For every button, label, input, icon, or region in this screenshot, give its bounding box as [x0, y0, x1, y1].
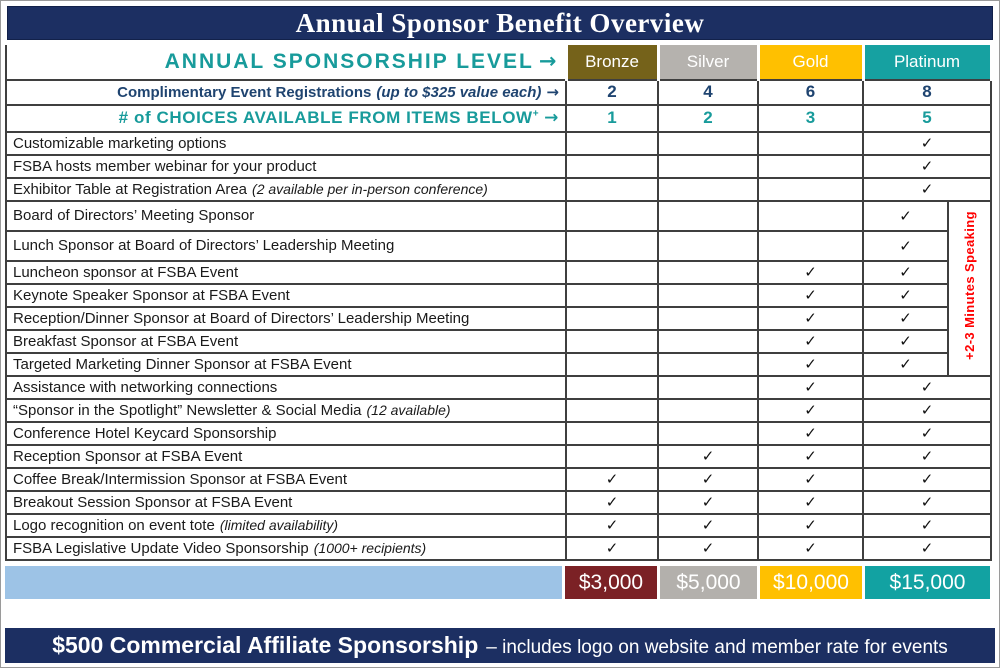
right-arrow-icon: → [538, 49, 559, 74]
check-cell-silver [658, 132, 758, 155]
price-row-spacer [5, 566, 562, 599]
meta-row-label [6, 80, 566, 105]
check-cell-bronze: ✓ [566, 537, 658, 560]
tier-header-silver: Silver [658, 44, 758, 80]
benefit-row [6, 353, 991, 376]
check-cell-silver [658, 422, 758, 445]
benefit-label [6, 284, 566, 307]
price-row [5, 566, 990, 599]
benefit-row [6, 231, 991, 261]
benefit-label [6, 445, 566, 468]
affiliate-offer-title: $500 Commercial Affiliate Sponsorship [52, 632, 479, 658]
check-cell-bronze [566, 307, 658, 330]
check-cell-gold: ✓ [758, 330, 863, 353]
benefit-label-text: Board of Directors’ Meeting Sponsor [13, 207, 255, 224]
check-cell-gold [758, 201, 863, 231]
check-cell-gold: ✓ [758, 353, 863, 376]
check-cell-bronze [566, 376, 658, 399]
meta-label-italic: (up to $325 value each) [376, 84, 542, 101]
benefit-label-italic: (limited availability) [219, 516, 339, 533]
meta-value-platinum: 8 [863, 80, 991, 105]
benefit-label [6, 132, 566, 155]
meta-value-gold: 6 [758, 80, 863, 105]
price-cell-silver: $5,000 [660, 566, 757, 599]
check-cell-silver [658, 201, 758, 231]
benefit-label-text: FSBA hosts member webinar for your product [13, 157, 317, 175]
benefit-label-text: Conference Hotel Keycard Sponsorship [13, 424, 277, 442]
check-cell-gold [758, 132, 863, 155]
check-cell-silver [658, 261, 758, 284]
affiliate-offer-description: – includes logo on website and member rate for events [486, 637, 948, 658]
benefit-label [6, 155, 566, 178]
meta-label-text: # of CHOICES AVAILABLE FROM ITEMS BELOW [118, 108, 533, 127]
benefit-label-text: Breakfast Sponsor at FSBA Event [13, 332, 239, 350]
meta-row [6, 105, 991, 132]
check-cell-platinum: ✓ [863, 155, 991, 178]
check-cell-silver [658, 155, 758, 178]
benefit-label [6, 201, 566, 231]
benefit-label-italic: (12 available) [366, 401, 451, 418]
check-cell-bronze [566, 353, 658, 376]
check-cell-platinum: ✓ [863, 399, 991, 422]
speaking-note-cell [948, 201, 991, 376]
benefit-row [6, 491, 991, 514]
check-cell-gold [758, 231, 863, 261]
check-cell-silver: ✓ [658, 468, 758, 491]
benefit-label [6, 231, 566, 261]
benefit-label-text: Targeted Marketing Dinner Sponsor at FSBA Event [13, 355, 352, 373]
benefit-label-text: Exhibitor Table at Registration Area [13, 180, 248, 198]
check-cell-bronze: ✓ [566, 491, 658, 514]
check-cell-bronze [566, 231, 658, 261]
benefit-label-text: Keynote Speaker Sponsor at FSBA Event [13, 286, 290, 304]
check-cell-gold: ✓ [758, 261, 863, 284]
check-cell-platinum: ✓ [863, 178, 991, 201]
benefit-row [6, 514, 991, 537]
benefit-label [6, 514, 566, 537]
page-title: Annual Sponsor Benefit Overview [7, 6, 993, 40]
check-cell-silver [658, 376, 758, 399]
benefit-label-italic: (2 available per in-person conference) [252, 180, 488, 197]
check-cell-bronze [566, 261, 658, 284]
benefit-label [6, 376, 566, 399]
check-cell-gold: ✓ [758, 445, 863, 468]
check-cell-silver: ✓ [658, 537, 758, 560]
benefit-row [6, 445, 991, 468]
commercial-affiliate-banner [5, 628, 995, 663]
check-cell-platinum: ✓ [863, 231, 948, 261]
sponsorship-level-row [6, 44, 991, 80]
check-cell-platinum: ✓ [863, 284, 948, 307]
check-cell-platinum: ✓ [863, 353, 948, 376]
benefit-label-text: Coffee Break/Intermission Sponsor at FSBA Event [13, 470, 348, 488]
speaking-note: +2-3 Minutes Speaking [962, 211, 977, 360]
check-cell-bronze [566, 201, 658, 231]
benefit-row [6, 132, 991, 155]
check-cell-platinum: ✓ [863, 307, 948, 330]
check-cell-silver [658, 330, 758, 353]
benefit-label [6, 353, 566, 376]
check-cell-silver: ✓ [658, 491, 758, 514]
check-cell-platinum: ✓ [863, 330, 948, 353]
check-cell-silver [658, 178, 758, 201]
check-cell-gold: ✓ [758, 307, 863, 330]
check-cell-gold: ✓ [758, 491, 863, 514]
check-cell-gold [758, 155, 863, 178]
benefit-row [6, 468, 991, 491]
check-cell-platinum: ✓ [863, 468, 991, 491]
benefit-label-text: Logo recognition on event tote [13, 516, 215, 534]
check-cell-platinum: ✓ [863, 132, 991, 155]
benefit-label [6, 422, 566, 445]
benefit-label-text: FSBA Legislative Update Video Sponsorship [13, 539, 309, 557]
check-cell-gold: ✓ [758, 468, 863, 491]
meta-value-silver: 4 [658, 80, 758, 105]
benefits-table [5, 42, 993, 561]
meta-value-bronze: 1 [566, 105, 658, 132]
check-cell-gold: ✓ [758, 284, 863, 307]
check-cell-platinum: ✓ [863, 376, 991, 399]
check-cell-silver [658, 307, 758, 330]
check-cell-silver [658, 399, 758, 422]
benefit-label-text: Breakout Session Sponsor at FSBA Event [13, 493, 293, 511]
check-cell-silver [658, 284, 758, 307]
check-cell-silver [658, 231, 758, 261]
check-cell-platinum: ✓ [863, 514, 991, 537]
superscript-plus: + [532, 108, 540, 120]
check-cell-bronze [566, 155, 658, 178]
check-cell-gold: ✓ [758, 399, 863, 422]
benefit-row [6, 399, 991, 422]
benefit-row [6, 422, 991, 445]
check-cell-platinum: ✓ [863, 537, 991, 560]
check-cell-bronze [566, 399, 658, 422]
benefit-row [6, 178, 991, 201]
benefit-row [6, 307, 991, 330]
benefit-label-text: Luncheon sponsor at FSBA Event [13, 263, 239, 281]
check-cell-gold: ✓ [758, 537, 863, 560]
benefit-label [6, 178, 566, 201]
check-cell-gold [758, 178, 863, 201]
tier-header-platinum: Platinum [863, 44, 991, 80]
check-cell-platinum: ✓ [863, 422, 991, 445]
check-cell-bronze: ✓ [566, 468, 658, 491]
check-cell-bronze [566, 178, 658, 201]
benefit-row [6, 284, 991, 307]
check-cell-bronze [566, 132, 658, 155]
check-cell-gold: ✓ [758, 376, 863, 399]
benefit-row [6, 376, 991, 399]
benefit-label-italic: (1000+ recipients) [313, 539, 427, 556]
right-arrow-icon: → [546, 83, 559, 101]
price-cell-gold: $10,000 [760, 566, 862, 599]
meta-label-text: Complimentary Event Registrations [117, 84, 372, 101]
benefit-label [6, 307, 566, 330]
benefit-row [6, 261, 991, 284]
benefit-label-text: Reception Sponsor at FSBA Event [13, 447, 243, 465]
check-cell-bronze [566, 445, 658, 468]
check-cell-bronze [566, 422, 658, 445]
benefit-label [6, 468, 566, 491]
meta-value-silver: 2 [658, 105, 758, 132]
check-cell-bronze [566, 330, 658, 353]
meta-row [6, 80, 991, 105]
check-cell-gold: ✓ [758, 422, 863, 445]
meta-value-gold: 3 [758, 105, 863, 132]
benefit-row [6, 330, 991, 353]
benefit-label-text: Assistance with networking connections [13, 378, 278, 396]
price-cell-bronze: $3,000 [565, 566, 657, 599]
check-cell-platinum: ✓ [863, 445, 991, 468]
check-cell-bronze: ✓ [566, 514, 658, 537]
benefit-label-text: Reception/Dinner Sponsor at Board of Directors’ Leadership Meeting [13, 309, 470, 327]
benefit-label [6, 330, 566, 353]
check-cell-platinum: ✓ [863, 261, 948, 284]
price-cell-platinum: $15,000 [865, 566, 990, 599]
benefit-label [6, 261, 566, 284]
benefit-row [6, 537, 991, 560]
benefit-label [6, 491, 566, 514]
meta-value-platinum: 5 [863, 105, 991, 132]
meta-row-label [6, 105, 566, 132]
check-cell-silver [658, 353, 758, 376]
tier-header-gold: Gold [758, 44, 863, 80]
right-arrow-icon: → [544, 108, 559, 128]
benefit-label [6, 399, 566, 422]
meta-value-bronze: 2 [566, 80, 658, 105]
check-cell-platinum: ✓ [863, 201, 948, 231]
check-cell-silver: ✓ [658, 445, 758, 468]
benefit-label-text: Lunch Sponsor at Board of Directors’ Leadership Meeting [13, 237, 395, 254]
level-label-text: ANNUAL SPONSORSHIP LEVEL [164, 50, 534, 74]
benefit-row [6, 155, 991, 178]
check-cell-gold: ✓ [758, 514, 863, 537]
benefit-row [6, 201, 991, 231]
check-cell-silver: ✓ [658, 514, 758, 537]
annual-sponsorship-level-label [6, 44, 566, 80]
check-cell-bronze [566, 284, 658, 307]
benefit-label-text: “Sponsor in the Spotlight” Newsletter & Social Media [13, 401, 362, 419]
benefit-label [6, 537, 566, 560]
benefit-label-text: Customizable marketing options [13, 134, 227, 152]
tier-header-bronze: Bronze [566, 44, 658, 80]
check-cell-platinum: ✓ [863, 491, 991, 514]
